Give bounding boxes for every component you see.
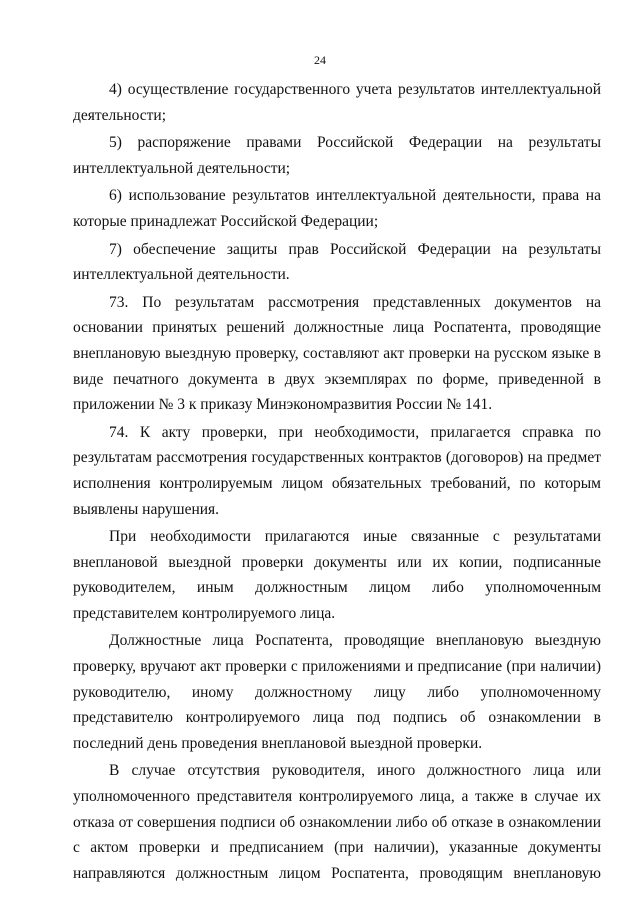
paragraph-delivery: Должностные лица Роспатента, проводящие внеплановую выездную проверку, вручают акт проверки с приложениями и предписание (при наличии) руководителю, иному должностному лицу либо уполномоченному представителю контролируемого лица под подпись об ознакомлении в последний день проведения внеплановой выездной проверки. [73,632,601,752]
document-body [73,77,601,888]
paragraph-item-5: 5) распоряжение правами Российской Федерации на результаты интеллектуальной деятельности; [73,134,601,177]
page-number: 24 [314,53,326,67]
paragraph-attachments: При необходимости прилагаются иные связанные с результатами внеплановой выездной проверки документы или их копии, подписанные руководителем, иным должностным лицом либо уполномоченным представителем контролируемого лица. [73,528,601,622]
paragraph-item-4: 4) осуществление государственного учета результатов интеллектуальной деятельности; [73,81,601,124]
paragraph-item-7: 7) обеспечение защиты прав Российской Федерации на результаты интеллектуальной деятельности. [73,240,601,284]
paragraph-item-6: 6) использование результатов интеллектуальной деятельности, права на которые принадлежат Российской Федерации; [73,187,601,230]
paragraph-74: 74. К акту проверки, при необходимости, прилагается справка по результатам рассмотрения государственных контрактов (договоров) на предмет исполнения контролируемым лицом обязательных требований, по которым выявлены нарушения. [73,423,601,518]
paragraph-73: 73. По результатам рассмотрения представленных документов на основании принятых решений должностные лица Роспатента, проводящие внеплановую выездную проверку, составляют акт проверки на русском языке в виде печатного документа в двух экземплярах по форме, приведенной в приложении № 3 к приказу Минэкономразвития России № 141. [73,293,601,414]
paragraph-absence: В случае отсутствия руководителя, иного должностного лица или уполномоченного представителя контролируемого лица, а также в случае их отказа от совершения подписи об ознакомлении либо об отказе в ознакомлении с актом проверки и предписанием (при наличии), указанные документы направляются должностным лицом Роспатента, проводящим внеплановую [73,762,601,882]
